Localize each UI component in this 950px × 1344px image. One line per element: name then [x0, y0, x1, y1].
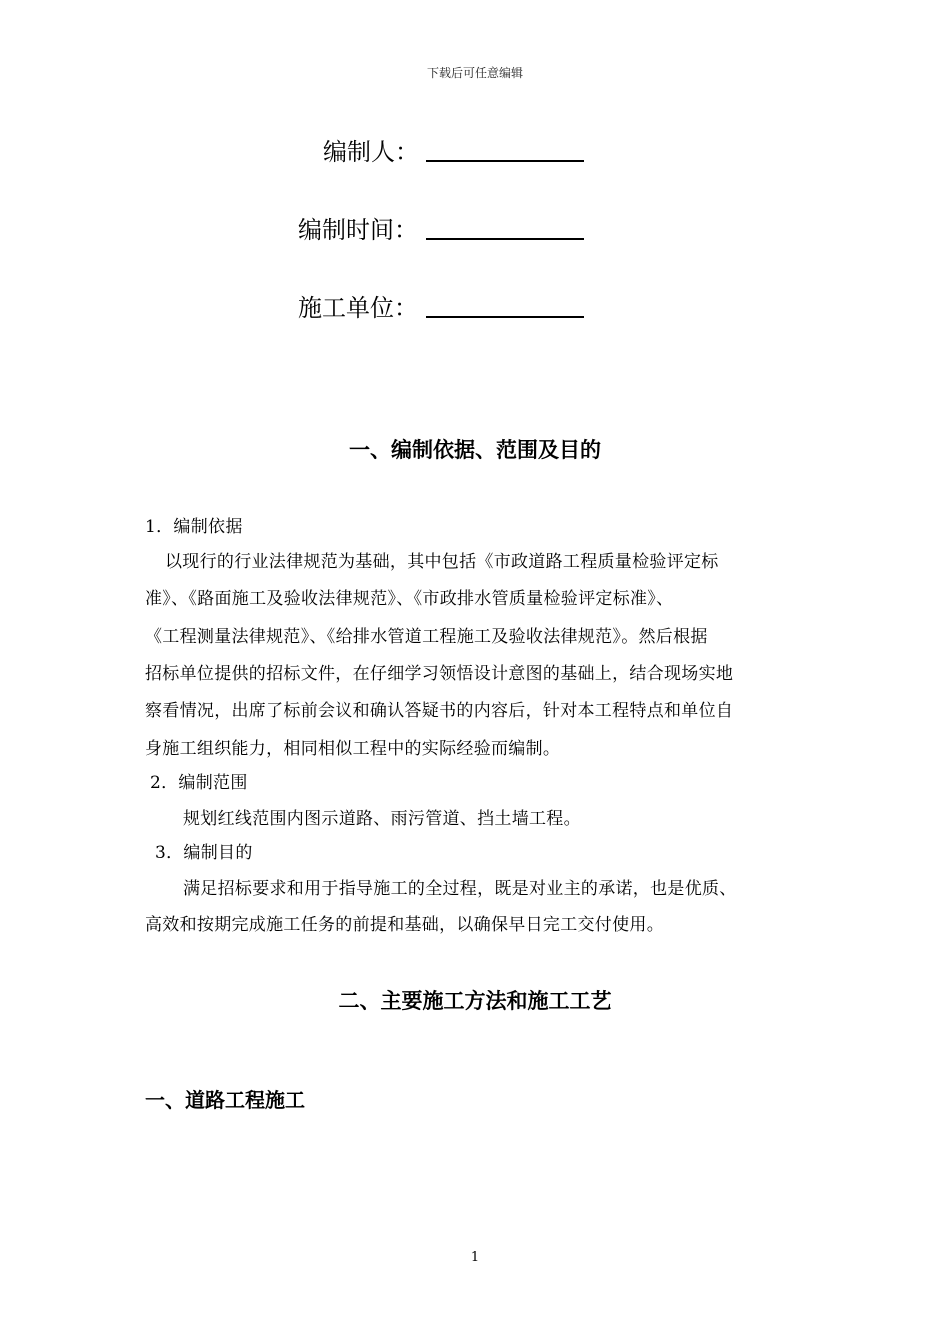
compile-date-label: 编制时间：: [298, 216, 418, 244]
scope-text: 规划红线范围内图示道路、雨污管道、挡土墙工程。: [183, 809, 581, 829]
purpose-line-2: 高效和按期完成施工任务的前提和基础，以确保早日完工交付使用。: [145, 915, 664, 935]
section1-title: 一、编制依据、范围及目的: [349, 438, 601, 462]
basis-line-2: 准》、《路面施工及验收法律规范》、《市政排水管质量检验评定标准》、: [145, 589, 674, 609]
purpose-line-1: 满足招标要求和用于指导施工的全过程，既是对业主的承诺，也是优质、: [183, 879, 737, 899]
page-header-note: 下载后可任意编辑: [426, 66, 523, 80]
compiler-blank-line: [426, 160, 584, 162]
basis-line-5: 察看情况，出席了标前会议和确认答疑书的内容后，针对本工程特点和单位自: [145, 701, 734, 721]
scope-heading: 2．编制范围: [150, 773, 248, 793]
basis-line-4: 招标单位提供的招标文件，在仔细学习领悟设计意图的基础上，结合现场实地: [145, 664, 734, 684]
road-construction-heading: 一、道路工程施工: [145, 1088, 305, 1112]
purpose-heading: 3．编制目的: [155, 843, 253, 863]
construction-unit-label: 施工单位：: [298, 294, 418, 322]
basis-line-3: 《工程测量法律规范》、《给排水管道工程施工及验收法律规范》。然后根据: [145, 627, 708, 647]
compiler-field: [323, 132, 419, 167]
page-number: 1: [470, 1250, 480, 1265]
section2-title: 二、主要施工方法和施工工艺: [338, 989, 612, 1013]
basis-heading: 1．编制依据: [145, 517, 243, 537]
compiler-label: 编制人：: [323, 138, 419, 166]
compile-date-blank-line: [426, 238, 584, 240]
basis-line-6: 身施工组织能力，相同相似工程中的实际经验而编制。: [145, 739, 561, 759]
compile-date-field: [298, 210, 418, 245]
construction-unit-blank-line: [426, 316, 584, 318]
construction-unit-field: [298, 288, 418, 323]
basis-line-1: 以现行的行业法律规范为基础，其中包括《市政道路工程质量检验评定标: [165, 552, 719, 572]
